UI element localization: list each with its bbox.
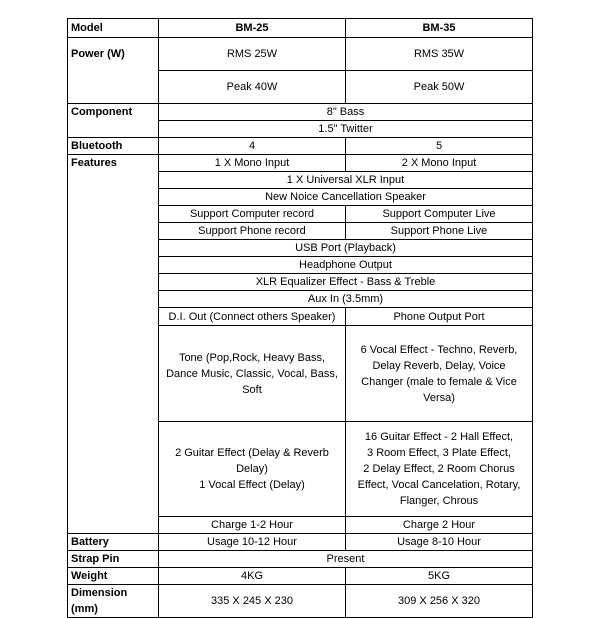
power-rms-bm35: RMS 35W xyxy=(346,38,533,71)
vocal-effect-text: 6 Vocal Effect - Techno, Reverb, Delay Reverb, Delay, Voice Changer (male to female & Vice Versa) xyxy=(360,343,518,404)
battery-usage-bm25: Usage 10-12 Hour xyxy=(159,534,346,551)
features-eq: XLR Equalizer Effect - Bass & Treble xyxy=(159,274,533,291)
features-di-bm35: Phone Output Port xyxy=(346,308,533,326)
guitar-effect-text: 2 Guitar Effect (Delay & Reverb Delay) 1 Vocal Effect (Delay) xyxy=(175,447,329,491)
features-aux: Aux In (3.5mm) xyxy=(159,291,533,308)
bluetooth-label: Bluetooth xyxy=(68,138,159,155)
header-bm25: BM-25 xyxy=(159,19,346,38)
features-vocal-bm35 xyxy=(346,326,533,422)
power-label: Power (W) xyxy=(68,38,159,104)
component-label: Component xyxy=(68,104,159,138)
table-row xyxy=(68,19,533,38)
power-rms-bm25: RMS 25W xyxy=(159,38,346,71)
dimension-bm25: 335 X 245 X 230 xyxy=(159,585,346,618)
bluetooth-bm35: 5 xyxy=(346,138,533,155)
header-bm35: BM-35 xyxy=(346,19,533,38)
strap-pin-label: Strap Pin xyxy=(68,551,159,568)
table-row xyxy=(68,155,533,172)
power-peak-bm35: Peak 50W xyxy=(346,71,533,104)
features-tone-bm25 xyxy=(159,326,346,422)
bluetooth-bm25: 4 xyxy=(159,138,346,155)
features-computer-bm35: Support Computer Live xyxy=(346,206,533,223)
component-twitter: 1.5" Twitter xyxy=(159,121,533,138)
features-computer-bm25: Support Computer record xyxy=(159,206,346,223)
table-row xyxy=(68,534,533,551)
features-noise: New Noice Cancellation Speaker xyxy=(159,189,533,206)
table-row xyxy=(68,138,533,155)
features-di-bm25: D.I. Out (Connect others Speaker) xyxy=(159,308,346,326)
strap-pin-value: Present xyxy=(159,551,533,568)
weight-label: Weight xyxy=(68,568,159,585)
tone-text: Tone (Pop,Rock, Heavy Bass, Dance Music, Classic, Vocal, Bass, Soft xyxy=(166,351,338,396)
features-guitar-bm35 xyxy=(346,422,533,517)
features-phone-bm25: Support Phone record xyxy=(159,223,346,240)
battery-charge-bm35: Charge 2 Hour xyxy=(346,517,533,534)
table-row xyxy=(68,568,533,585)
header-model: Model xyxy=(68,19,159,38)
guitar-effect-text: 16 Guitar Effect - 2 Hall Effect, 3 Room Effect, 3 Plate Effect, 2 Delay Effect, 2 Room Chorus Effect, Vocal Cancelation, Rotary, Flanger, Chrous xyxy=(357,431,521,507)
features-guitar-bm25 xyxy=(159,422,346,517)
component-bass: 8" Bass xyxy=(159,104,533,121)
table-row xyxy=(68,38,533,71)
features-xlr: 1 X Universal XLR Input xyxy=(159,172,533,189)
table-row xyxy=(68,104,533,121)
spec-table xyxy=(67,18,533,618)
features-label: Features xyxy=(68,155,159,534)
weight-bm25: 4KG xyxy=(159,568,346,585)
features-mono-bm35: 2 X Mono Input xyxy=(346,155,533,172)
battery-charge-bm25: Charge 1-2 Hour xyxy=(159,517,346,534)
features-phone-bm35: Support Phone Live xyxy=(346,223,533,240)
table-row xyxy=(68,551,533,568)
dimension-bm35: 309 X 256 X 320 xyxy=(346,585,533,618)
power-peak-bm25: Peak 40W xyxy=(159,71,346,104)
features-mono-bm25: 1 X Mono Input xyxy=(159,155,346,172)
battery-usage-bm35: Usage 8-10 Hour xyxy=(346,534,533,551)
battery-label: Battery xyxy=(68,534,159,551)
features-usb: USB Port (Playback) xyxy=(159,240,533,257)
weight-bm35: 5KG xyxy=(346,568,533,585)
features-headphone: Headphone Output xyxy=(159,257,533,274)
table-row xyxy=(68,585,533,618)
dimension-label: Dimension (mm) xyxy=(68,585,159,618)
